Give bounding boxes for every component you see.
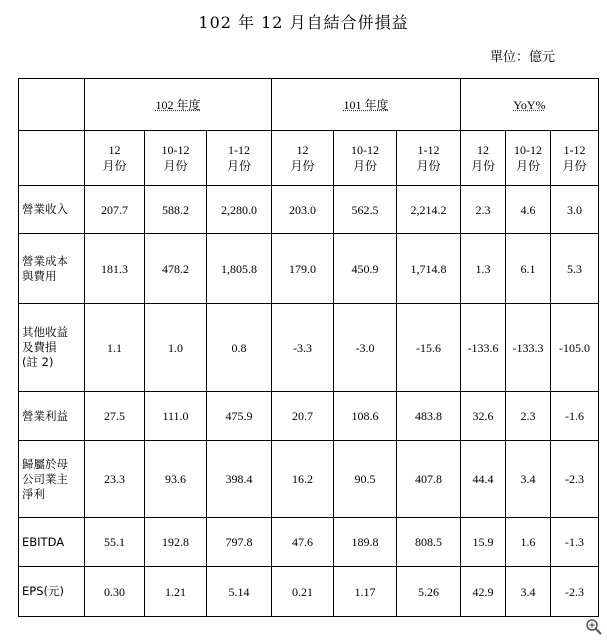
sub-header: 12 月份 [85,131,145,186]
table-cell: -15.6 [397,304,461,392]
table-cell: -133.6 [461,304,506,392]
table-cell: 1.0 [145,304,207,392]
table-cell: -133.3 [506,304,551,392]
table-cell: 55.1 [85,518,145,567]
table-cell: 90.5 [334,441,397,518]
row-label: EPS(元) [19,567,85,617]
row-label: 營業成本 與費用 [19,234,85,304]
table-cell: 203.0 [272,186,334,234]
table-cell: 111.0 [145,392,207,441]
table-cell: -2.3 [551,441,599,518]
table-cell: 108.6 [334,392,397,441]
table-cell: -2.3 [551,567,599,617]
table-cell: 398.4 [207,441,272,518]
table-cell: 2.3 [506,392,551,441]
table-cell: 475.9 [207,392,272,441]
table-cell: 207.7 [85,186,145,234]
table-cell: 1.1 [85,304,145,392]
table-row [19,441,599,518]
table-row [19,234,599,304]
sub-header-row [19,131,599,186]
table-cell: 1.3 [461,234,506,304]
sub-header: 10-12 月份 [145,131,207,186]
table-cell: -1.3 [551,518,599,567]
table-cell: 0.21 [272,567,334,617]
header-corner-sub [19,131,85,186]
table-cell: 16.2 [272,441,334,518]
table-cell: 0.8 [207,304,272,392]
sub-header: 10-12 月份 [334,131,397,186]
table-cell: 5.3 [551,234,599,304]
table-cell: -3.3 [272,304,334,392]
table-cell: 483.8 [397,392,461,441]
table-cell: 2.3 [461,186,506,234]
table-cell: 192.8 [145,518,207,567]
group-header-yoy: YoY% [461,79,599,131]
table-row [19,186,599,234]
sub-header: 1-12 月份 [207,131,272,186]
table-cell: 1.17 [334,567,397,617]
table-cell: 1,805.8 [207,234,272,304]
table-cell: 407.8 [397,441,461,518]
table-cell: 6.1 [506,234,551,304]
row-label: 營業收入 [19,186,85,234]
table-cell: 27.5 [85,392,145,441]
table-row [19,567,599,617]
table-cell: -105.0 [551,304,599,392]
group-header-102: 102 年度 [85,79,272,131]
table-cell: 44.4 [461,441,506,518]
table-cell: 15.9 [461,518,506,567]
sub-header: 12 月份 [461,131,506,186]
table-cell: -1.6 [551,392,599,441]
table-cell: 32.6 [461,392,506,441]
table-cell: 47.6 [272,518,334,567]
income-statement-table [18,78,599,617]
table-cell: 1.21 [145,567,207,617]
table-row [19,304,599,392]
table-cell: 93.6 [145,441,207,518]
table-cell: 3.0 [551,186,599,234]
table-cell: 23.3 [85,441,145,518]
group-header-101: 101 年度 [272,79,461,131]
sub-header: 1-12 月份 [551,131,599,186]
group-header-row [19,79,599,131]
table-cell: 181.3 [85,234,145,304]
zoom-in-icon[interactable] [585,618,603,636]
table-cell: 4.6 [506,186,551,234]
sub-header: 1-12 月份 [397,131,461,186]
table-cell: 3.4 [506,441,551,518]
table-cell: 0.30 [85,567,145,617]
unit-label: 單位：億元 [489,50,555,65]
row-label: 營業利益 [19,392,85,441]
table-cell: 450.9 [334,234,397,304]
table-cell: -3.0 [334,304,397,392]
sub-header: 10-12 月份 [506,131,551,186]
table-cell: 189.8 [334,518,397,567]
table-cell: 2,280.0 [207,186,272,234]
table-cell: 562.5 [334,186,397,234]
table-row [19,392,599,441]
page-title: 102 年 12 月自結合併損益 [198,13,409,32]
table-cell: 179.0 [272,234,334,304]
row-label: EBITDA [19,518,85,567]
table-cell: 2,214.2 [397,186,461,234]
header-corner [19,79,85,131]
table-cell: 5.14 [207,567,272,617]
table-cell: 20.7 [272,392,334,441]
table-cell: 797.8 [207,518,272,567]
table-cell: 478.2 [145,234,207,304]
row-label: 其他收益 及費損 (註 2) [19,304,85,392]
table-cell: 5.26 [397,567,461,617]
table-cell: 1.6 [506,518,551,567]
table-cell: 42.9 [461,567,506,617]
table-row [19,518,599,567]
row-label: 歸屬於母 公司業主 淨利 [19,441,85,518]
table-cell: 3.4 [506,567,551,617]
sub-header: 12 月份 [272,131,334,186]
table-cell: 808.5 [397,518,461,567]
table-cell: 1,714.8 [397,234,461,304]
table-cell: 588.2 [145,186,207,234]
